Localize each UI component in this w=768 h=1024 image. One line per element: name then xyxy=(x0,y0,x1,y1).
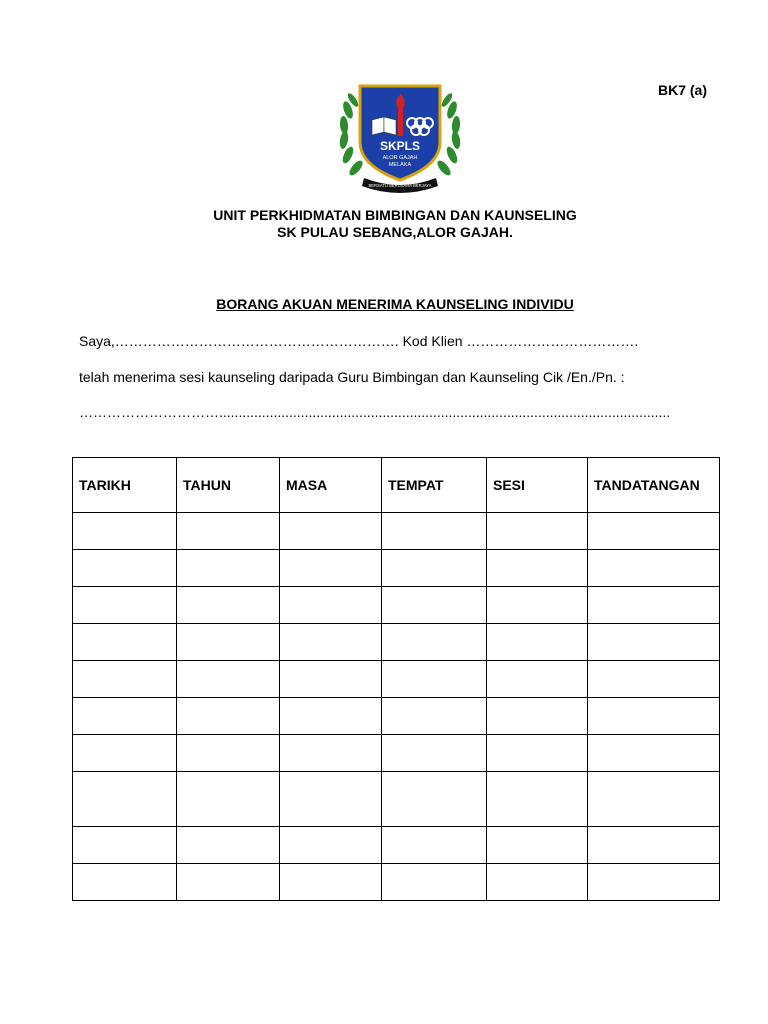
table-cell[interactable] xyxy=(73,513,177,550)
table-cell[interactable] xyxy=(588,735,720,772)
table-cell[interactable] xyxy=(487,513,588,550)
table-cell[interactable] xyxy=(73,772,177,827)
table-cell[interactable] xyxy=(73,827,177,864)
table-cell[interactable] xyxy=(177,513,280,550)
table-header-row xyxy=(73,458,720,513)
table-cell[interactable] xyxy=(177,624,280,661)
client-name-field[interactable]: Saya,……………………………………………………. Kod Klien ………………………………. xyxy=(79,333,639,349)
table-cell[interactable] xyxy=(382,661,487,698)
form-code: BK7 (a) xyxy=(658,82,708,98)
table-cell[interactable] xyxy=(280,827,382,864)
table-cell[interactable] xyxy=(280,550,382,587)
table-cell[interactable] xyxy=(588,661,720,698)
table-cell[interactable] xyxy=(280,587,382,624)
table-row xyxy=(73,864,720,901)
table-row xyxy=(73,827,720,864)
table-cell[interactable] xyxy=(280,513,382,550)
table-cell[interactable] xyxy=(382,513,487,550)
table-cell[interactable] xyxy=(73,698,177,735)
column-header-tandatangan: TANDATANGAN xyxy=(588,458,720,513)
table-row xyxy=(73,587,720,624)
table-row xyxy=(73,698,720,735)
table-cell[interactable] xyxy=(73,864,177,901)
table-cell[interactable] xyxy=(280,735,382,772)
column-header-tahun: TAHUN xyxy=(177,458,280,513)
table-cell[interactable] xyxy=(487,550,588,587)
table-cell[interactable] xyxy=(73,735,177,772)
column-header-tempat: TEMPAT xyxy=(382,458,487,513)
table-cell[interactable] xyxy=(487,827,588,864)
table-cell[interactable] xyxy=(177,587,280,624)
table-row xyxy=(73,772,720,827)
table-cell[interactable] xyxy=(177,661,280,698)
table-cell[interactable] xyxy=(487,698,588,735)
table-cell[interactable] xyxy=(177,772,280,827)
table-cell[interactable] xyxy=(588,864,720,901)
logo-abbr: SKPLS xyxy=(379,139,421,153)
unit-name: UNIT PERKHIDMATAN BIMBINGAN DAN KAUNSELING xyxy=(213,207,577,223)
table-cell[interactable] xyxy=(382,698,487,735)
table-cell[interactable] xyxy=(177,864,280,901)
table-row xyxy=(73,550,720,587)
table-row xyxy=(73,624,720,661)
table-cell[interactable] xyxy=(177,698,280,735)
school-name: SK PULAU SEBANG,ALOR GAJAH. xyxy=(277,224,513,240)
table-row xyxy=(73,735,720,772)
table-cell[interactable] xyxy=(487,624,588,661)
table-cell[interactable] xyxy=(588,513,720,550)
table-cell[interactable] xyxy=(177,735,280,772)
table-cell[interactable] xyxy=(280,864,382,901)
table-cell[interactable] xyxy=(487,735,588,772)
table-cell[interactable] xyxy=(73,661,177,698)
table-cell[interactable] xyxy=(588,624,720,661)
book-icon xyxy=(372,117,396,135)
form-title: BORANG AKUAN MENERIMA KAUNSELING INDIVIDU xyxy=(216,296,574,312)
logo-motto: BERSATU BERUSAHA BERJAYA xyxy=(368,183,432,188)
table-cell[interactable] xyxy=(73,624,177,661)
table-cell[interactable] xyxy=(280,772,382,827)
table-cell[interactable] xyxy=(487,772,588,827)
table-cell[interactable] xyxy=(487,864,588,901)
table-cell[interactable] xyxy=(588,587,720,624)
table-row xyxy=(73,513,720,550)
table-cell[interactable] xyxy=(73,587,177,624)
table-row xyxy=(73,661,720,698)
table-cell[interactable] xyxy=(382,827,487,864)
table-cell[interactable] xyxy=(588,827,720,864)
table-cell[interactable] xyxy=(382,864,487,901)
table-cell[interactable] xyxy=(280,624,382,661)
session-table xyxy=(72,457,720,901)
column-header-masa: MASA xyxy=(280,458,382,513)
table-cell[interactable] xyxy=(588,772,720,827)
table-cell[interactable] xyxy=(487,587,588,624)
table-cell[interactable] xyxy=(382,735,487,772)
received-statement: telah menerima sesi kaunseling daripada Guru Bimbingan dan Kaunseling Cik /En./Pn. : xyxy=(79,369,625,385)
table-cell[interactable] xyxy=(177,827,280,864)
counselor-name-field[interactable]: ………………………….................................................................................................................... xyxy=(79,404,671,420)
table-cell[interactable] xyxy=(280,698,382,735)
table-cell[interactable] xyxy=(280,661,382,698)
table-cell[interactable] xyxy=(588,550,720,587)
table-cell[interactable] xyxy=(382,624,487,661)
table-cell[interactable] xyxy=(382,772,487,827)
logo-location-2: MELAKA xyxy=(388,162,412,168)
column-header-sesi: SESI xyxy=(487,458,588,513)
table-cell[interactable] xyxy=(487,661,588,698)
logo-location-1: ALOR GAJAH xyxy=(382,155,418,161)
table-cell[interactable] xyxy=(177,550,280,587)
table-cell[interactable] xyxy=(382,587,487,624)
table-cell[interactable] xyxy=(588,698,720,735)
school-logo xyxy=(336,80,464,194)
table-cell[interactable] xyxy=(382,550,487,587)
column-header-tarikh: TARIKH xyxy=(73,458,177,513)
table-cell[interactable] xyxy=(73,550,177,587)
